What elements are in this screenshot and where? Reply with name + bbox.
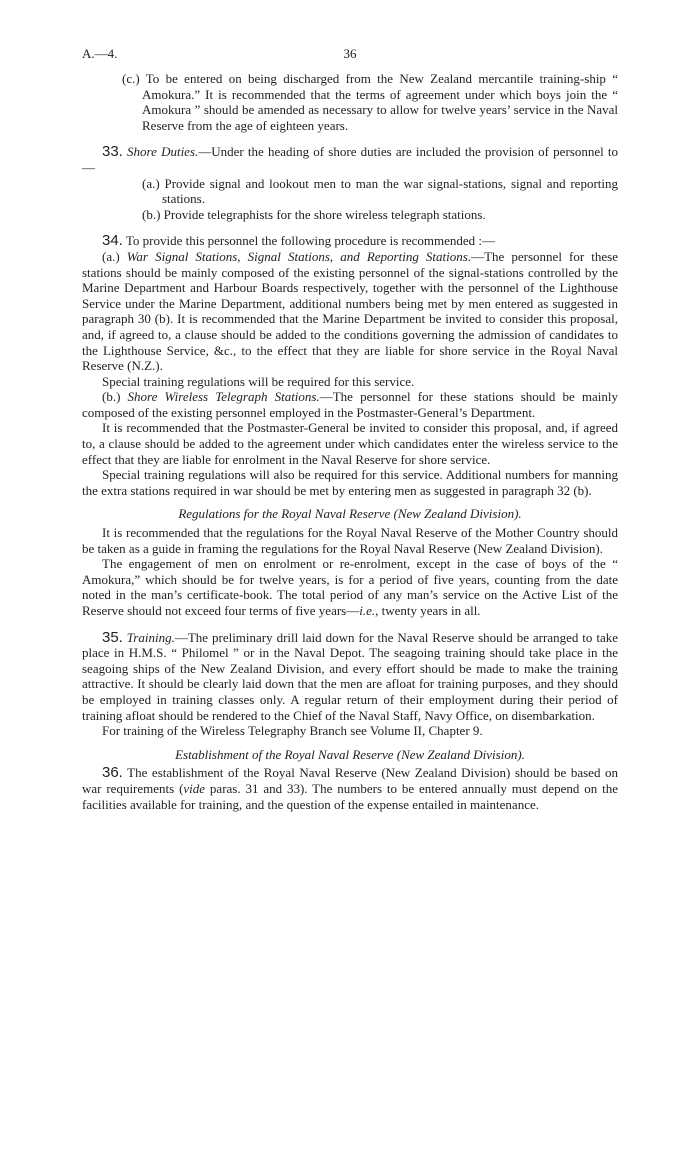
section-35: 35. Training.—The preliminary drill laid down for the Naval Reserve should be arranged to take place in H.M.S. “ Philomel ” or in the Naval Depot. The seagoing training should take place in the seagoing ships of the New Zealand Division, and every effort should be made to make the training attractive. It should be clearly laid down that the men are afloat for training purposes, and they should be employed in training classes only. A regular return of their employment during their period of training afloat should be rendered to the Chief of the Naval Staff, Navy Office, on disembarkation. — [82, 628, 618, 723]
document-reference: A.—4. — [82, 46, 118, 61]
section-34-b-special: Special training regulations will also be required for this service. Additional numbers for manning the extra stations required in war should be met by entering men as suggested in paragraph 32 (b). — [82, 467, 618, 498]
section-33-item-a: (a.) Provide signal and lookout men to man the war signal-stations, signal and reporting stations. — [142, 175, 619, 207]
section-34-a-special: Special training regulations will be required for this service. — [102, 373, 415, 389]
regulations-p2: The engagement of men on enrolment or re-enrolment, except in the case of boys of the “ Amokura,” which should be for twelve years, is for a period of five years, counting from the date noted in the man’s certificate-book. The total period of any man’s service on the Active List of the Reserve should not exceed four terms of five years—i.e., twenty years in all. — [82, 556, 618, 618]
page-header — [82, 46, 618, 66]
section-36: 36. The establishment of the Royal Naval Reserve (New Zealand Division) should be based on war requirements (vide paras. 31 and 33). The numbers to be entered annually must depend on the facilities available for training, and the question of the expense entailed in maintenance. — [82, 764, 618, 812]
paragraph-32c: (c.) To be entered on being discharged from the New Zealand mercantile training-ship “ Amokura.” It is recommended that the terms of agreement under which boys join the “ Amokura ” should be amended as necessary to allow for twelve years’ service in the Naval Reserve from the age of eighteen years. — [122, 71, 619, 133]
section-33-item-b: (b.) Provide telegraphists for the shore wireless telegraph stations. — [142, 206, 486, 222]
section-35-wireless: For training of the Wireless Telegraphy Branch see Volume II, Chapter 9. — [102, 723, 483, 739]
section-34: 34. To provide this personnel the following procedure is recommended :— — [102, 232, 496, 250]
page-number: 36 — [343, 46, 357, 61]
regulations-heading: Regulations for the Royal Naval Reserve (New Zealand Division). — [178, 506, 522, 522]
section-34-b-recommendation: It is recommended that the Postmaster-General be invited to consider this proposal, and, if agreed to, a clause should be added to the agreement under which candidates enter the wireless service to the effect that they are liable for enrolment in the Naval Reserve for shore service. — [82, 420, 618, 467]
establishment-heading: Establishment of the Royal Naval Reserve (New Zealand Division). — [175, 746, 525, 762]
section-34-a: (a.) War Signal Stations, Signal Stations, and Reporting Stations.—The personnel for these stations should be mainly composed of the existing personnel of the signal-stations controlled by the Marine Department and Harbour Boards respectively, together with the personnel of the Lighthouse Service under the Marine Department, additional numbers being met by men entered as suggested in paragraph 30 (b). It is recommended that the Marine Department be invited to consider this proposal, and, if agreed to, a clause should be added to the conditions governing the admission of candidates to the Lighthouse Service, &c., to the effect that they are liable for shore service in the Royal Naval Reserve (N.Z.). — [82, 248, 619, 374]
section-title: Training. — [126, 629, 175, 645]
section-title: Shore Duties. — [127, 144, 199, 160]
regulations-p1: It is recommended that the regulations for the Royal Naval Reserve of the Mother Country should be taken as a guide in framing the regulations for the Royal Naval Reserve (New Zealand Division). — [82, 525, 618, 556]
section-number: 34. — [102, 232, 123, 250]
section-number: 36. — [102, 764, 123, 782]
section-number: 35. — [102, 628, 123, 646]
document-body — [82, 71, 618, 812]
section-33: 33. Shore Duties.—Under the heading of shore duties are included the provision of personnel to— — [82, 143, 619, 175]
section-34-b: (b.) Shore Wireless Telegraph Stations.—The personnel for these stations should be mainly composed of the existing personnel employed in the Postmaster-General’s Department. — [82, 389, 618, 420]
section-number: 33. — [102, 143, 123, 161]
